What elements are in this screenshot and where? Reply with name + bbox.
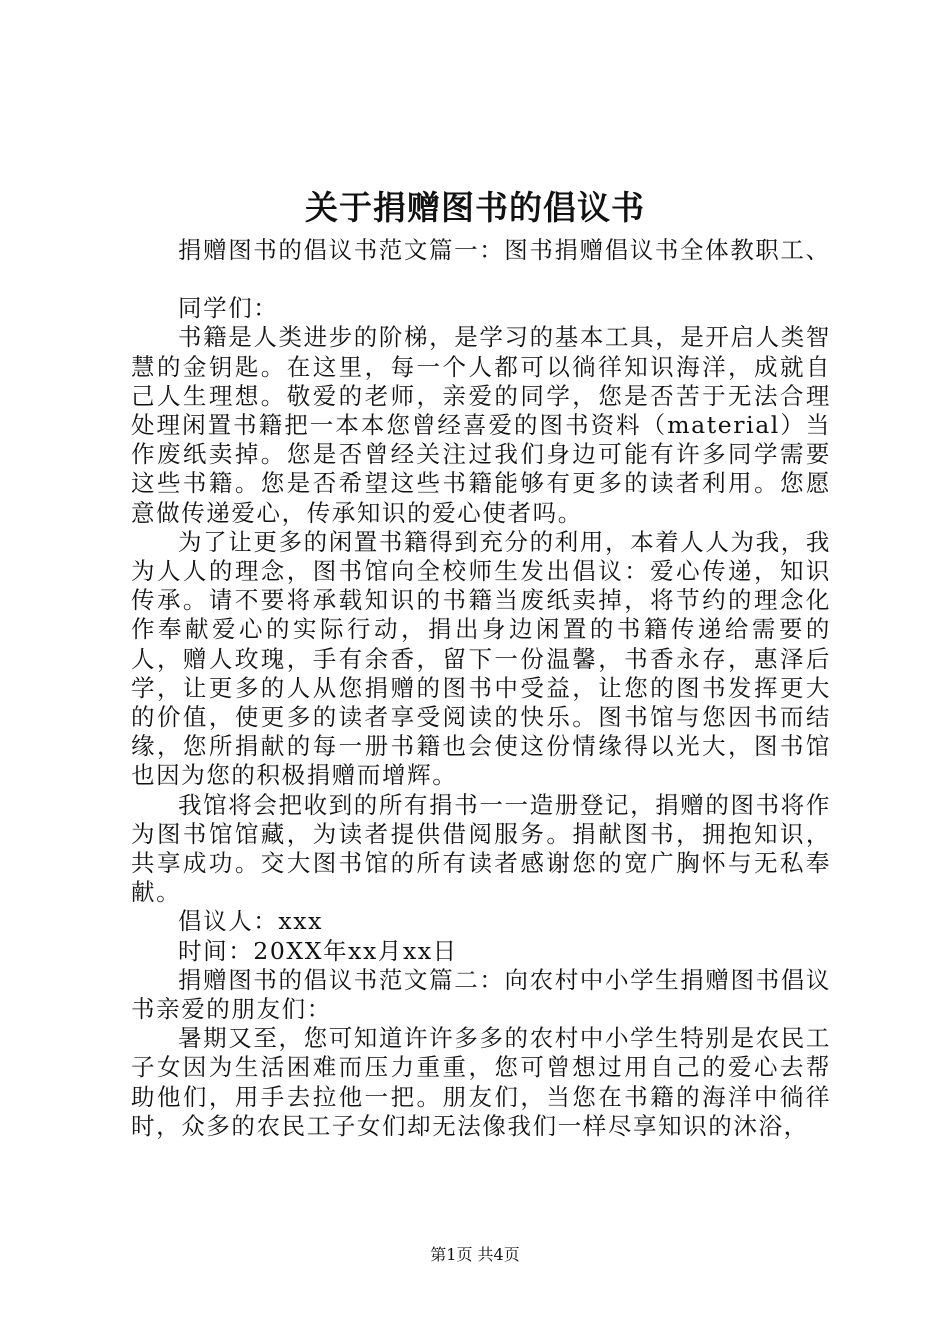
paragraph-initiator: 倡议人：xxx [178,907,323,936]
paragraph-registration: 我馆将会把收到的所有捐书一一造册登记，捐赠的图书将作为图书馆馆藏，为读者提供借阅服务。捐献图书，拥抱知识，共享成功。交大图书馆的所有读者感谢您的宽广胸怀与无私奉献。 [131,790,831,907]
paragraph-date: 时间：20XX年xx月xx日 [178,936,458,965]
page-footer: 第1页 共4页 [430,1245,520,1264]
paragraph-books-ladder: 书籍是人类进步的阶梯，是学习的基本工具，是开启人类智慧的金钥匙。在这里，每一个人都可以徜徉知识海洋，成就自己人生理想。敬爱的老师，亲爱的同学，您是否苦于无法合理处理闲置书籍把一本本您曾经喜爱的图书资料（material）当作废纸卖掉。您是否曾经关注过我们身边可能有许多同学需要这些书籍。您是否希望这些书籍能够有更多的读者利用。您愿意做传递爱心，传承知识的爱心使者吗。 [131,323,831,527]
paragraph-intro: 捐赠图书的倡议书范文篇一：图书捐赠倡议书全体教职工、 [178,236,831,264]
document-body [131,236,831,1141]
paragraph-sample-two-heading: 捐赠图书的倡议书范文篇二：向农村中小学生捐赠图书倡议书亲爱的朋友们： [131,965,831,1024]
document-title: 关于捐赠图书的倡议书 [305,188,645,227]
paragraph-library-proposal: 为了让更多的闲置书籍得到充分的利用，本着人人为我，我为人人的理念，图书馆向全校师生发出倡议：爱心传递，知识传承。请不要将承载知识的书籍当废纸卖掉，将节约的理念化作奉献爱心的实际行动，捐出身边闲置的书籍传递给需要的人，赠人玫瑰，手有余香，留下一份温馨，书香永存，惠泽后学，让更多的人从您捐赠的图书中受益，让您的图书发挥更大的价值，使更多的读者享受阅读的快乐。图书馆与您因书而结缘，您所捐献的每一册书籍也会使这份情缘得以光大，图书馆也因为您的积极捐赠而增辉。 [131,527,831,790]
paragraph-salutation: 同学们： [178,294,279,323]
paragraph-summer: 暑期又至，您可知道许许多多的农村中小学生特别是农民工子女因为生活困难而压力重重，您可曾想过用自己的爱心去帮助他们，用手去拉他一把。朋友们，当您在书籍的海洋中徜徉时，众多的农民工子女们却无法像我们一样尽享知识的沐浴， [131,1024,831,1140]
